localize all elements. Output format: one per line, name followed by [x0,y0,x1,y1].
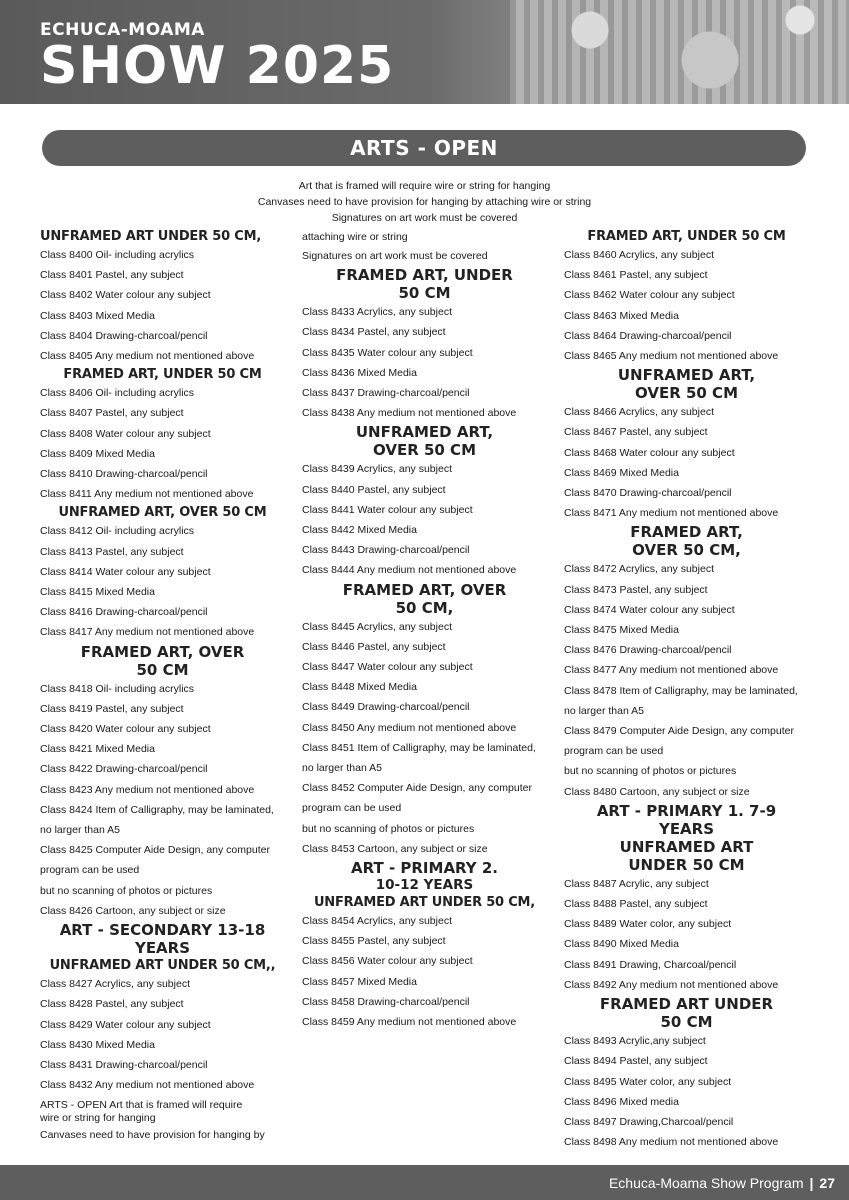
note-line: Canvases need to have provision for hanging by [40,1129,265,1142]
class-entry: Class 8421 Mixed Media [40,743,155,756]
footer-title: Echuca-Moama Show Program [608,1174,804,1191]
class-entry: Class 8488 Pastel, any subject [564,898,708,911]
class-entry: Class 8427 Acrylics, any subject [40,978,190,991]
class-entry: Class 8448 Mixed Media [302,681,417,694]
class-entry: Class 8466 Acrylics, any subject [564,406,714,419]
class-entry: Class 8477 Any medium not mentioned above [564,664,779,677]
class-entry: Class 8490 Mixed Media [564,938,679,951]
class-entry: Class 8492 Any medium not mentioned above [564,978,779,991]
section-heading: YEARS [658,819,715,838]
section-heading: FRAMED ART UNDER [599,995,774,1014]
class-entry: Class 8446 Pastel, any subject [302,640,446,653]
class-entry: Class 8436 Mixed Media [302,366,417,379]
page-number: 27 [819,1174,835,1191]
class-entry: Class 8497 Drawing,Charcoal/pencil [564,1115,734,1128]
section-heading: UNFRAMED ART, [617,366,756,385]
class-entry: Class 8454 Acrylics, any subject [302,915,452,928]
class-entry: Class 8414 Water colour any subject [40,565,211,578]
class-entry: Class 8404 Drawing-charcoal/pencil [40,329,208,342]
header-photo [510,0,849,104]
section-heading: ART - PRIMARY 2. [351,859,498,878]
class-entry: Class 8435 Water colour any subject [302,346,473,359]
class-entry: Class 8419 Pastel, any subject [40,702,184,715]
section-heading: FRAMED ART, UNDER [336,266,513,285]
class-entry: Class 8491 Drawing, Charcoal/pencil [564,958,737,971]
note-line: wire or string for hanging [40,1112,156,1125]
section-heading: FRAMED ART, OVER [80,642,245,661]
section-heading: UNFRAMED ART UNDER 50 CM,, [49,958,276,974]
class-entry: no larger than A5 [302,762,382,775]
class-entry: Class 8422 Drawing-charcoal/pencil [40,763,208,776]
class-entry: Class 8432 Any medium not mentioned above [40,1079,255,1092]
class-entry: Class 8460 Acrylics, any subject [564,249,714,261]
column-3 [564,228,809,1152]
class-entry: Class 8431 Drawing-charcoal/pencil [40,1058,208,1071]
class-entry: Class 8478 Item of Calligraphy, may be laminated, [564,684,798,697]
footer-separator: | [809,1174,814,1191]
class-entry: Class 8407 Pastel, any subject [40,407,184,420]
class-entry: Class 8401 Pastel, any subject [40,269,184,282]
class-entry: Class 8410 Drawing-charcoal/pencil [40,468,208,481]
class-entry: Class 8439 Acrylics, any subject [302,463,452,476]
section-heading: 50 CM [660,1013,713,1032]
header-subtitle: ECHUCA-MOAMA [40,20,205,40]
class-entry: Class 8429 Water colour any subject [40,1018,211,1031]
class-entry: Class 8438 Any medium not mentioned above [302,407,517,420]
class-entry: Class 8405 Any medium not mentioned above [40,350,255,363]
note-line: ARTS - OPEN Art that is framed will require [40,1099,243,1112]
class-entry: Class 8451 Item of Calligraphy, may be laminated, [302,741,536,754]
section-heading: OVER 50 CM, [632,541,741,560]
class-entry: Class 8459 Any medium not mentioned above [302,1016,517,1029]
class-entry: Class 8418 Oil- including acrylics [40,682,195,695]
class-entry: Class 8461 Pastel, any subject [564,269,708,282]
class-entry: Class 8409 Mixed Media [40,447,155,460]
section-heading: UNFRAMED ART UNDER 50 CM, [40,229,262,244]
section-heading: UNFRAMED ART, [355,423,494,442]
class-entry: Class 8494 Pastel, any subject [564,1055,708,1068]
intro-line: Signatures on art work must be covered [331,212,518,224]
section-heading: FRAMED ART, UNDER 50 CM [587,229,786,244]
class-entry: Class 8472 Acrylics, any subject [564,563,714,576]
intro-line: Art that is framed will require wire or string for hanging [298,180,551,192]
header-title: SHOW 2025 [40,36,395,96]
section-heading: 50 CM [136,660,189,679]
class-entry: program can be used [40,864,140,877]
class-entry: Class 8433 Acrylics, any subject [302,306,452,319]
column-1 [40,228,285,1146]
class-entry: program can be used [302,802,402,815]
section-heading: OVER 50 CM [372,441,476,460]
section-heading: FRAMED ART, [630,523,743,542]
class-entry: Class 8417 Any medium not mentioned above [40,626,255,639]
class-entry: Class 8462 Water colour any subject [564,289,735,302]
class-entry: program can be used [564,745,664,758]
section-heading: UNDER 50 CM [628,855,745,874]
class-entry: no larger than A5 [564,704,644,717]
class-entry: Class 8437 Drawing-charcoal/pencil [302,387,470,400]
class-entry: but no scanning of photos or pictures [564,765,737,778]
footer-text-group [609,1165,835,1200]
section-heading: OVER 50 CM [634,384,738,403]
class-entry: Class 8444 Any medium not mentioned above [302,564,517,577]
section-heading: UNFRAMED ART UNDER 50 CM, [313,895,536,911]
class-entry: Class 8493 Acrylic,any subject [564,1035,706,1048]
intro-line: Canvases need to have provision for hanging by attaching wire or string [257,196,592,208]
section-heading: FRAMED ART, OVER [342,580,507,599]
note-line: Signatures on art work must be covered [302,250,488,262]
section-heading: UNFRAMED ART, OVER 50 CM [58,505,267,521]
class-entry: Class 8479 Computer Aide Design, any computer [564,725,794,738]
class-entry: Class 8447 Water colour any subject [302,661,473,674]
class-entry: but no scanning of photos or pictures [40,884,213,897]
note-line: attaching wire or string [302,231,408,243]
page-header [0,0,849,104]
section-heading: UNFRAMED ART [619,837,754,856]
intro-notes [100,178,749,226]
class-entry: Class 8411 Any medium not mentioned above [40,488,254,501]
section-heading: ART - SECONDARY 13-18 [59,921,266,940]
class-entry: Class 8476 Drawing-charcoal/pencil [564,644,732,657]
class-entry: Class 8471 Any medium not mentioned above [564,507,779,520]
class-entry: Class 8468 Water colour any subject [564,446,735,459]
class-entry: Class 8430 Mixed Media [40,1038,155,1051]
class-entry: Class 8412 Oil- including acrylics [40,525,195,538]
section-heading: 10-12 YEARS [375,877,474,894]
class-entry: Class 8442 Mixed Media [302,524,417,537]
class-entry: Class 8428 Pastel, any subject [40,998,184,1011]
class-entry: Class 8456 Water colour any subject [302,955,473,968]
class-entry: Class 8426 Cartoon, any subject or size [40,904,226,917]
section-banner: ARTS - OPEN [42,130,806,166]
class-entry: Class 8440 Pastel, any subject [302,483,446,496]
class-entry: Class 8489 Water color, any subject [564,918,732,931]
class-entry: Class 8457 Mixed Media [302,975,417,988]
section-heading: 50 CM [398,284,451,303]
class-entry: Class 8469 Mixed Media [564,466,679,479]
class-entry: Class 8465 Any medium not mentioned above [564,350,779,363]
class-entry: Class 8463 Mixed Media [564,309,679,322]
class-entry: Class 8425 Computer Aide Design, any computer [40,844,270,857]
class-entry: Class 8458 Drawing-charcoal/pencil [302,995,470,1008]
column-2 [302,228,547,1032]
page-footer [0,1165,849,1200]
class-entry: Class 8453 Cartoon, any subject or size [302,842,488,855]
class-entry: no larger than A5 [40,824,120,837]
class-entry: Class 8441 Water colour any subject [302,503,473,516]
class-entry: Class 8473 Pastel, any subject [564,583,708,596]
class-entry: Class 8443 Drawing-charcoal/pencil [302,544,470,557]
class-entry: Class 8480 Cartoon, any subject or size [564,785,750,798]
class-entry: Class 8402 Water colour any subject [40,289,211,302]
class-entry: Class 8470 Drawing-charcoal/pencil [564,487,732,500]
class-entry: Class 8496 Mixed media [564,1095,679,1108]
class-entry: Class 8423 Any medium not mentioned above [40,783,255,796]
class-entry: Class 8400 Oil- including acrylics [40,249,195,261]
class-entry: Class 8434 Pastel, any subject [302,326,446,339]
section-heading: YEARS [134,939,191,958]
class-entry: Class 8495 Water color, any subject [564,1075,732,1088]
class-entry: Class 8464 Drawing-charcoal/pencil [564,329,732,342]
class-entry: Class 8408 Water colour any subject [40,427,211,440]
class-entry: Class 8450 Any medium not mentioned above [302,721,517,734]
class-entry: Class 8420 Water colour any subject [40,723,211,736]
class-entry: Class 8413 Pastel, any subject [40,545,184,558]
section-heading: ART - PRIMARY 1. 7-9 [596,801,777,820]
section-heading: 50 CM, [395,598,454,617]
class-entry: Class 8452 Computer Aide Design, any computer [302,782,532,795]
class-entry: Class 8416 Drawing-charcoal/pencil [40,606,208,619]
class-entry: Class 8406 Oil- including acrylics [40,387,195,400]
class-entry: but no scanning of photos or pictures [302,822,475,835]
section-heading: FRAMED ART, UNDER 50 CM [63,367,262,383]
class-entry: Class 8415 Mixed Media [40,586,155,599]
class-entry: Class 8467 Pastel, any subject [564,426,708,439]
class-entry: Class 8449 Drawing-charcoal/pencil [302,701,470,714]
class-entry: Class 8445 Acrylics, any subject [302,620,452,633]
class-entry: Class 8487 Acrylic, any subject [564,877,709,890]
class-entry: Class 8403 Mixed Media [40,309,155,322]
class-entry: Class 8424 Item of Calligraphy, may be laminated, [40,803,274,816]
class-entry: Class 8498 Any medium not mentioned above [564,1136,779,1149]
class-entry: Class 8455 Pastel, any subject [302,935,446,948]
class-entry: Class 8474 Water colour any subject [564,603,735,616]
class-entry: Class 8475 Mixed Media [564,624,679,637]
